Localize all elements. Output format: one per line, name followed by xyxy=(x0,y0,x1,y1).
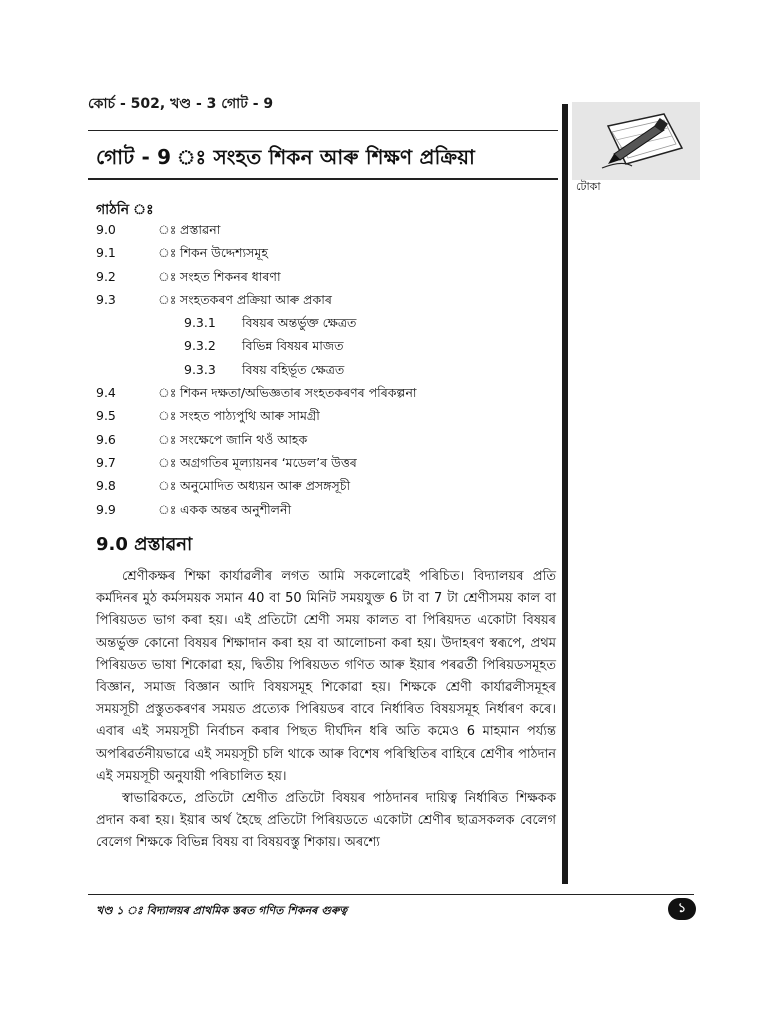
toc-subitem xyxy=(96,334,556,357)
toc-number: 9.8 xyxy=(96,478,116,494)
toc-number: 9.2 xyxy=(96,268,116,284)
toc-item xyxy=(96,265,556,288)
body-text xyxy=(96,566,556,855)
margin-notes-label: টোকা xyxy=(576,180,601,193)
toc-text: সংহত পাঠ্যপুথি আৰু সামগ্ৰী xyxy=(180,408,320,424)
toc-text: সংক্ষেপে জানি থওঁ আহক xyxy=(180,431,308,447)
footer-text: খণ্ড ১ ঃ বিদ্যালয়ৰ প্ৰাথমিক স্তৰত গণিত শিকনৰ গুৰুত্ব xyxy=(96,904,348,917)
toc-text: সংহতকৰণ প্ৰক্ৰিয়া আৰু প্ৰকাৰ xyxy=(180,291,332,307)
toc-number: 9.6 xyxy=(96,431,116,447)
toc-number: 9.7 xyxy=(96,454,116,470)
toc-item xyxy=(96,404,556,427)
toc-separator: ঃ xyxy=(158,291,177,307)
toc-number: 9.4 xyxy=(96,385,116,401)
toc-item xyxy=(96,498,556,521)
toc-item xyxy=(96,288,556,311)
toc-number: 9.1 xyxy=(96,245,116,261)
toc-text: সংহত শিকনৰ ধাৰণা xyxy=(180,268,281,284)
toc-separator: ঃ xyxy=(158,501,177,517)
toc-number: 9.3.3 xyxy=(184,361,216,377)
toc-separator: ঃ xyxy=(158,408,177,424)
toc-separator: ঃ xyxy=(158,454,177,470)
toc-separator: ঃ xyxy=(158,478,177,494)
toc-separator: ঃ xyxy=(158,222,177,237)
table-of-contents xyxy=(96,218,556,521)
toc-separator: ঃ xyxy=(158,385,177,401)
toc-text: প্ৰস্তাৱনা xyxy=(180,222,221,237)
toc-separator: ঃ xyxy=(158,431,177,447)
paragraph: শ্ৰেণীকক্ষৰ শিক্ষা কাৰ্যাৱলীৰ লগত আমি সকলোৱেই পৰিচিত। বিদ্যালয়ৰ প্ৰতি কৰ্মদিনৰ মুঠ কৰ্মসময়ক সমান 40 বা 50 মিনিট সময়যুক্ত 6 টা বা 7 টা শ্ৰেণীসময় কাল বা পিৰিয়ডত ভাগ কৰা হয়। এই প্ৰতিটো শ্ৰেণী সময় কালত বা পিৰিয়দত একোটা বিষয়ৰ অন্তৰ্ভুক্ত কোনো বিষয়ৰ শিক্ষাদান কৰা হয় বা আলোচনা কৰা হয়। উদাহৰণ স্বৰূপে, প্ৰথম পিৰিয়ডত ভাষা শিকোৱা হয়, দ্বিতীয় পিৰিয়ডত গণিত আৰু ইয়াৰ পৰৱৰ্তী পিৰিয়ডসমূহত বিজ্ঞান, সমাজ বিজ্ঞান আদি বিষয়সমূহ শিকোৱা হয়। শিক্ষকে শ্ৰেণী কাৰ্যাৱলীসমূহৰ সময়সূচী প্ৰস্তুতকৰণৰ সময়ত প্ৰত্যেক পিৰিয়ডৰ বাবে নিৰ্ধাৰিত বিষয়সমূহ নিৰ্ধাৰণ কৰে। এবাৰ এই সময়সূচী নিৰ্বাচন কৰাৰ পিছত দীৰ্ঘদিন ধৰি অতি কমেও 6 মাহমান পৰ্য্যন্ত অপৰিৱৰ্তনীয়ভাৱে এই সময়সূচী চলি থাকে আৰু বিশেষ পৰিস্থিতিৰ বাহিৰে শ্ৰেণীৰ পাঠদান এই সময়সূচী অনুযায়ী পৰিচালিত হয়। xyxy=(96,569,556,784)
notepad-pencil-icon xyxy=(572,102,700,180)
paragraph: স্বাভাৱিকতে, প্ৰতিটো শ্ৰেণীত প্ৰতিটো বিষয়ৰ পাঠদানৰ দায়িত্ব নিৰ্ধাৰিত শিক্ষকক প্ৰদান কৰা হয়। ইয়াৰ অৰ্থ হৈছে প্ৰতিটো পিৰিয়ডতে একোটা শ্ৰেণীৰ ছাত্ৰসকলক বেলেগ বেলেগ শিক্ষকে বিভিন্ন বিষয় বা বিষয়বস্তু শিকায়। অৰশ্যে xyxy=(96,791,556,851)
toc-separator: ঃ xyxy=(158,268,177,284)
toc-text: বিভিন্ন বিষয়ৰ মাজত xyxy=(242,338,344,354)
toc-item xyxy=(96,428,556,451)
toc-number: 9.5 xyxy=(96,408,116,424)
toc-text: একক অন্তৰ অনুশীলনী xyxy=(180,501,292,517)
toc-number: 9.0 xyxy=(96,222,116,237)
toc-number: 9.9 xyxy=(96,501,116,517)
toc-text: শিকন উদ্দেশ্যসমূহ xyxy=(180,245,268,261)
toc-text: অনুমোদিত অধ্যয়ন আৰু প্ৰসঙ্গসূচী xyxy=(180,478,351,494)
structure-heading: গাঠনি ঃ xyxy=(96,202,154,218)
title-rule xyxy=(88,178,558,180)
page-number-badge: ১ xyxy=(668,898,696,920)
toc-text: বিষয় বহিৰ্ভূত ক্ষেত্ৰত xyxy=(242,361,345,377)
toc-number: 9.3 xyxy=(96,291,116,307)
toc-item xyxy=(96,218,556,241)
running-head: কোৰ্চ - 502, খণ্ড - 3 গোট - 9 xyxy=(88,96,274,112)
toc-number: 9.3.2 xyxy=(184,338,216,354)
section-heading: 9.0 প্ৰস্তাৱনা xyxy=(96,534,193,555)
margin-divider xyxy=(562,104,568,884)
toc-item xyxy=(96,451,556,474)
toc-number: 9.3.1 xyxy=(184,315,216,331)
header-rule xyxy=(88,130,558,131)
footer-rule xyxy=(88,894,694,895)
toc-text: বিষয়ৰ অন্তৰ্ভুক্ত ক্ষেত্ৰত xyxy=(242,315,357,331)
toc-item xyxy=(96,381,556,404)
toc-item xyxy=(96,474,556,497)
toc-separator: ঃ xyxy=(158,245,177,261)
toc-item xyxy=(96,241,556,264)
toc-text: অগ্ৰগতিৰ মূল্যায়নৰ ‘মডেল’ৰ উত্তৰ xyxy=(180,454,357,470)
toc-subitem xyxy=(96,311,556,334)
toc-subitem xyxy=(96,358,556,381)
toc-text: শিকন দক্ষতা/অভিজ্ঞতাৰ সংহতকৰণৰ পৰিকল্পনা xyxy=(180,385,417,401)
chapter-title: গোট - 9 ঃ সংহত শিকন আৰু শিক্ষণ প্ৰক্ৰিয়া xyxy=(96,145,476,169)
